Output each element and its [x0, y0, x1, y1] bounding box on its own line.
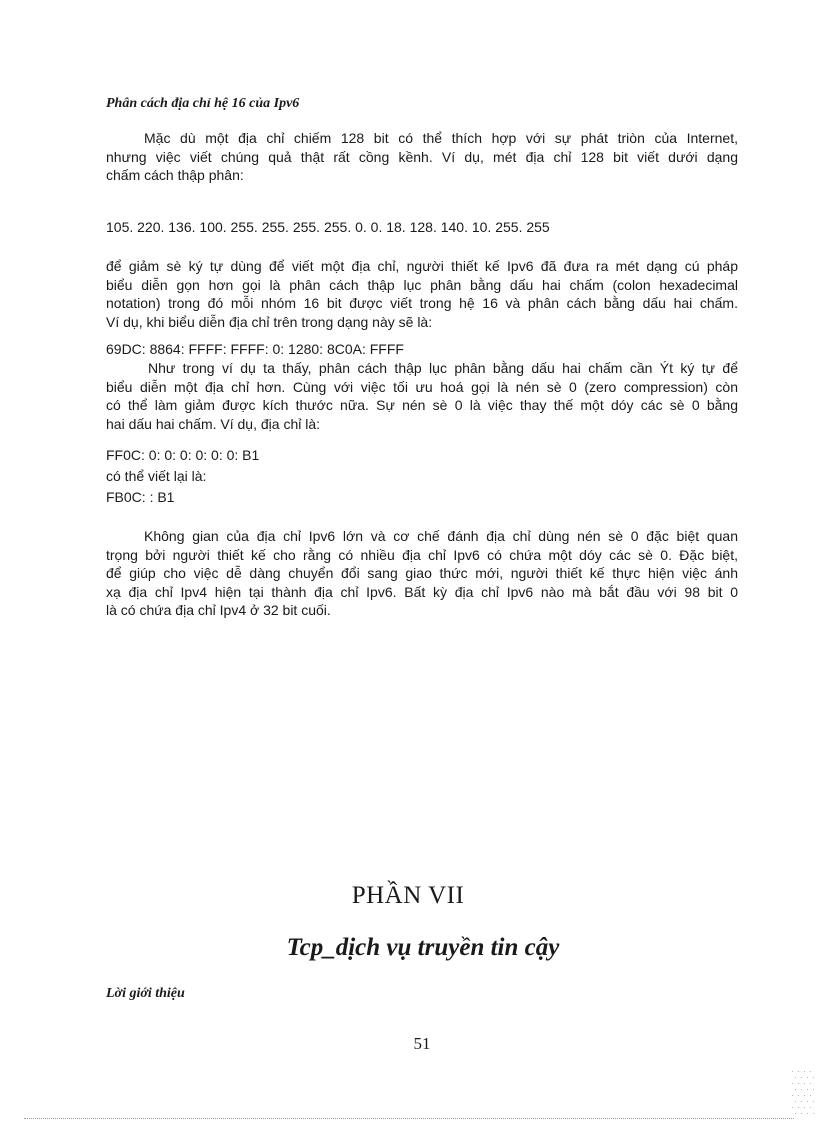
dotted-decimal-address: 105. 220. 136. 100. 255. 255. 255. 255. 0. 0. 18. 128. 140. 10. 255. 255: [106, 219, 550, 235]
example-label: có thể viết lại là:: [106, 468, 207, 484]
text-line: xạ địa chỉ Ipv4 hiện tại thành địa chỉ Ipv6. Bất kỳ địa chỉ Ipv6 nào mà bắt đầu với 98 bit 0: [106, 583, 738, 600]
text-line: Ví dụ, khi biểu diễn địa chỉ trên trong dạng này sẽ là:: [106, 313, 433, 330]
paragraph-address-space: [106, 527, 738, 620]
text-line: Mặc dù một địa chỉ chiếm 128 bit có thể thích hợp với sự phát triòn của Internet,: [144, 130, 738, 146]
text-line: trọng bởi người thiết kế cho rằng có nhiều địa chỉ Ipv6 có chứa một dóy các sè 0. Đặc biệt,: [106, 546, 738, 563]
intro-heading: Lời giới thiệu: [106, 986, 185, 1001]
page-corner-marks: [782, 1069, 816, 1123]
hex-address: 69DC: 8864: FFFF: FFFF: 0: 1280: 8C0A: FFFF: [106, 341, 404, 357]
paragraph-intro: [106, 129, 738, 185]
example-full-address: FF0C: 0: 0: 0: 0: 0: 0: B1: [106, 447, 260, 463]
part-title: PHẦN VII: [351, 882, 465, 909]
footer-dotted-rule: [24, 1118, 794, 1119]
text-line: chấm cách thập phân:: [106, 167, 244, 183]
text-line: notation) trong đó mỗi nhóm 16 bit được viết trong hệ 16 và phân cách bằng dấu hai chấm.: [106, 295, 738, 311]
text-line: là có chứa địa chỉ Ipv4 ở 32 bit cuối.: [106, 602, 331, 618]
text-line: để giảm sè ký tự dùng để viết một địa chỉ, người thiết kế Ipv6 đã đưa ra mét dạng cú pháp: [106, 258, 738, 274]
chapter-title: Tcp_dịch vụ truyền tin cậy: [286, 934, 560, 961]
text-line: nhưng việc viết chúng quả thật rất cồng kềnh. Ví dụ, mét địa chỉ 128 bit viết dưới dạng: [106, 148, 738, 165]
example-short-address: FB0C: : B1: [106, 489, 175, 505]
paragraph-zero-compression: [106, 359, 738, 433]
text-line: biểu diễn gọn hơn gọi là phân cách thập lục phân bằng dấu hai chấm (colon hexadecimal: [106, 276, 738, 293]
page-number: 51: [413, 1034, 431, 1053]
text-line: Không gian của địa chỉ Ipv6 lớn và cơ chế đánh địa chỉ dùng nén sè 0 đặc biệt quan: [144, 528, 738, 544]
text-line: biểu diễn một địa chỉ hơn. Cùng với việc tối ưu hoá gọi là nén sè 0 (zero compression) còn: [106, 378, 738, 395]
text-line: hai dấu hai chấm. Ví dụ, địa chỉ là:: [106, 415, 321, 432]
text-line: Như trong ví dụ ta thấy, phân cách thập lục phân bằng dấu hai chấm cần Ýt ký tự để: [148, 360, 738, 376]
section-heading: Phân cách địa chỉ hệ 16 của Ipv6: [106, 96, 300, 111]
paragraph-colon-hex: [106, 257, 738, 331]
text-line: có thể làm giảm được kích thước nữa. Sự nén sè 0 là việc thay thế một dóy các sè 0 bằng: [106, 397, 738, 413]
text-line: để giúp cho việc dễ dàng chuyển đổi sang giao thức mới, người thiết kế thực hiện việc ánh: [106, 565, 738, 581]
